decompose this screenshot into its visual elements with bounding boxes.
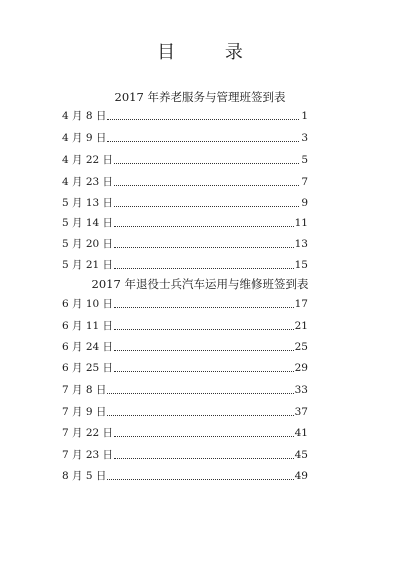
section-heading-veteran-auto: 2017 年退役士兵汽车运用与维修班签到表: [91, 277, 309, 291]
toc-entry-page: 11: [294, 217, 308, 229]
dot-leader: [107, 141, 299, 142]
toc-entry-page: 9: [301, 197, 308, 209]
toc-entry[interactable]: [62, 153, 308, 167]
toc-entry-page: 7: [301, 176, 308, 188]
toc-entry-date: 7 月 22 日: [62, 427, 114, 439]
dot-leader: [114, 185, 299, 186]
toc-entry[interactable]: [62, 196, 308, 210]
toc-entry-date: 7 月 23 日: [62, 449, 114, 461]
toc-entry-page: 15: [294, 259, 308, 271]
toc-entry-date: 4 月 9 日: [62, 132, 107, 144]
toc-entry-page: 3: [301, 132, 308, 144]
toc-entry-date: 4 月 22 日: [62, 154, 114, 166]
toc-entry[interactable]: [62, 319, 308, 333]
toc-entry[interactable]: [62, 216, 308, 230]
toc-entry[interactable]: [62, 361, 308, 375]
dot-leader: [114, 226, 294, 227]
section-heading-elderly-care: 2017 年养老服务与管理班签到表: [114, 90, 286, 104]
toc-entry-date: 5 月 21 日: [62, 259, 114, 271]
toc-entry[interactable]: [62, 383, 308, 397]
dot-leader: [114, 329, 294, 330]
dot-leader: [114, 371, 294, 372]
toc-entry-page: 21: [294, 320, 308, 332]
toc-entry-date: 4 月 23 日: [62, 176, 114, 188]
toc-entry[interactable]: [62, 109, 308, 123]
dot-leader: [114, 163, 299, 164]
toc-entry[interactable]: [62, 237, 308, 251]
toc-entry-page: 25: [294, 341, 308, 353]
toc-entry-date: 7 月 9 日: [62, 406, 107, 418]
toc-entry-page: 45: [294, 449, 308, 461]
toc-entry[interactable]: [62, 175, 308, 189]
toc-entry-page: 13: [294, 238, 308, 250]
toc-entry-date: 8 月 5 日: [62, 470, 107, 482]
toc-entry[interactable]: [62, 469, 308, 483]
dot-leader: [107, 415, 293, 416]
dot-leader: [114, 206, 299, 207]
dot-leader: [114, 247, 294, 248]
toc-entry[interactable]: [62, 405, 308, 419]
toc-entry-date: 4 月 8 日: [62, 110, 107, 122]
toc-entry-page: 49: [294, 470, 308, 482]
dot-leader: [114, 350, 294, 351]
toc-entry-page: 33: [294, 384, 308, 396]
toc-entry-page: 41: [294, 427, 308, 439]
toc-entry-page: 17: [294, 298, 308, 310]
dot-leader: [114, 307, 294, 308]
toc-entry-date: 6 月 24 日: [62, 341, 114, 353]
toc-entry-date: 5 月 20 日: [62, 238, 114, 250]
dot-leader: [107, 119, 299, 120]
toc-entry[interactable]: [62, 297, 308, 311]
toc-entry[interactable]: [62, 131, 308, 145]
dot-leader: [114, 458, 294, 459]
toc-entry-page: 29: [294, 362, 308, 374]
toc-entry-date: 5 月 13 日: [62, 197, 114, 209]
toc-entry-page: 5: [301, 154, 308, 166]
toc-entry-date: 5 月 14 日: [62, 217, 114, 229]
dot-leader: [114, 436, 294, 437]
toc-entry[interactable]: [62, 258, 308, 272]
toc-entry[interactable]: [62, 340, 308, 354]
dot-leader: [107, 393, 293, 394]
dot-leader: [114, 268, 294, 269]
dot-leader: [107, 479, 293, 480]
page-title: 目 录: [157, 42, 265, 63]
toc-entry-date: 6 月 10 日: [62, 298, 114, 310]
toc-entry-date: 6 月 25 日: [62, 362, 114, 374]
toc-entry[interactable]: [62, 448, 308, 462]
toc-entry-date: 6 月 11 日: [62, 320, 114, 332]
toc-entry-page: 1: [301, 110, 308, 122]
toc-entry-date: 7 月 8 日: [62, 384, 107, 396]
toc-entry-page: 37: [294, 406, 308, 418]
toc-entry[interactable]: [62, 426, 308, 440]
